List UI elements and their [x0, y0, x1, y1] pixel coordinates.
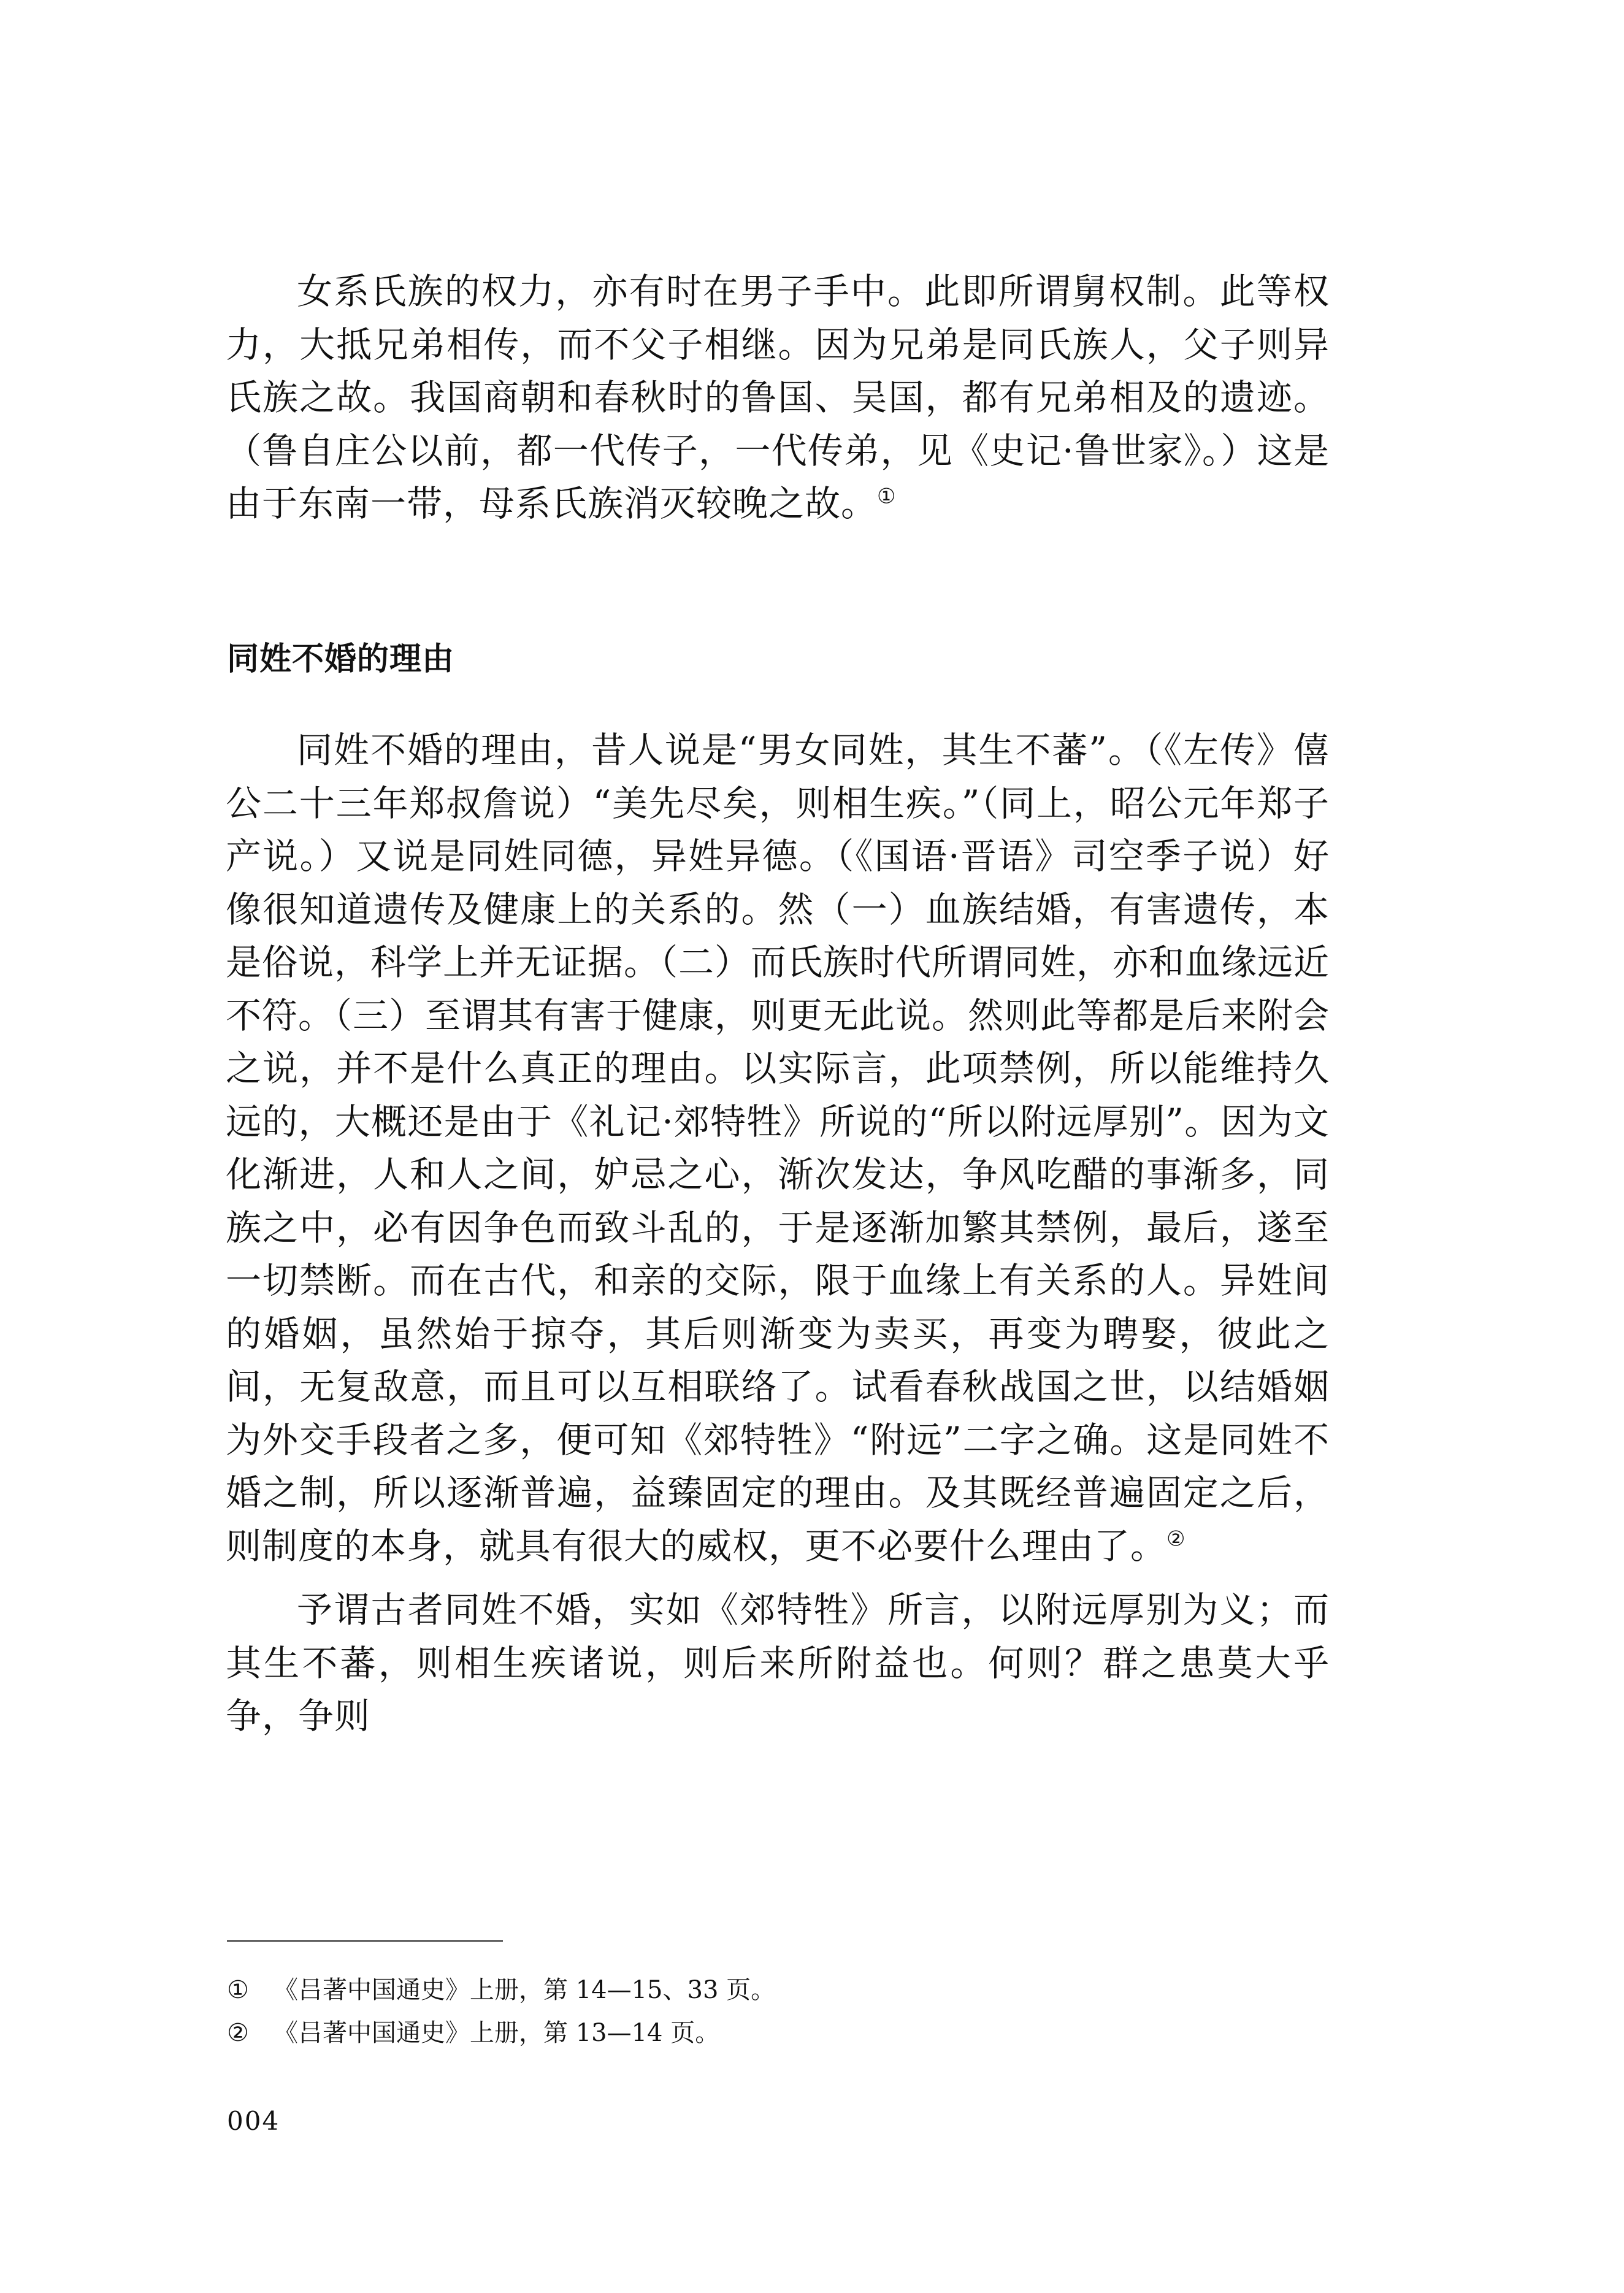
footnote-divider — [227, 1940, 503, 1942]
paragraph-3-text: 予谓古者同姓不婚，实如《郊特牲》所言，以附远厚别为义；而其生不蕃，则相生疾诸说，则后来所附益也。何则？群之患莫大乎争，争则 — [226, 1589, 1330, 1737]
footnote-2-text: 《吕著中国通史》上册，第 13—14 页。 — [274, 2019, 720, 2047]
footnote-ref-2[interactable]: ② — [1166, 1526, 1186, 1552]
footnotes — [227, 1969, 1331, 2054]
paragraph-block-1 — [226, 265, 1330, 530]
paragraph-2-text: 同姓不婚的理由，昔人说是“男女同姓，其生不蕃”。（《左传》僖公二十三年郑叔詹说）“美先尽矣，则相生疾。”（同上，昭公元年郑子产说。）又说是同姓同德，异姓异德。（《国语·晋语》司空季子说）好像很知道遗传及健康上的关系的。然（一）血族结婚，有害遗传，本是俗说，科学上并无证据。（二）而氏族时代所谓同姓，亦和血缘远近不符。（三）至谓其有害于健康，则更无此说。然则此等都是后来附会之说，并不是什么真正的理由。以实际言，此项禁例，所以能维持久远的，大概还是由于《礼记·郊特牲》所说的“所以附远厚别”。因为文化渐进，人和人之间，妒忌之心，渐次发达，争风吃醋的事渐多，同族之中，必有因争色而致斗乱的，于是逐渐加繁其禁例，最后，遂至一切禁断。而在古代，和亲的交际，限于血缘上有关系的人。异姓间的婚姻，虽然始于掠夺，其后则渐变为卖买，再变为聘娶，彼此之间，无复敌意，而且可以互相联络了。试看春秋战国之世，以结婚姻为外交手段者之多，便可知《郊特牲》“附远”二字之确。这是同姓不婚之制，所以逐渐普遍，益臻固定的理由。及其既经普遍固定之后，则制度的本身，就具有很大的威权，更不必要什么理由了。 — [226, 729, 1330, 1567]
paragraph-block-2 — [226, 724, 1330, 1743]
footnote-2 — [227, 2012, 1331, 2054]
section-heading: 同姓不婚的理由 — [227, 641, 455, 678]
paragraph-1-text: 女系氏族的权力，亦有时在男子手中。此即所谓舅权制。此等权力，大抵兄弟相传，而不父子相继。因为兄弟是同氏族人，父子则异氏族之故。我国商朝和春秋时的鲁国、吴国，都有兄弟相及的遗迹。（鲁自庄公以前，都一代传子，一代传弟，见《史记·鲁世家》。）这是由于东南一带，母系氏族消灭较晚之故。 — [226, 270, 1330, 524]
footnote-2-mark: ② — [227, 2019, 249, 2047]
page-number: 004 — [227, 2106, 280, 2136]
paragraph-3 — [226, 1583, 1330, 1743]
paragraph-1 — [226, 265, 1330, 530]
footnote-1 — [227, 1969, 1331, 2012]
footnote-1-text: 《吕著中国通史》上册，第 14—15、33 页。 — [274, 1976, 776, 2004]
footnote-ref-1[interactable]: ① — [877, 484, 897, 509]
paragraph-2 — [226, 724, 1330, 1572]
footnote-1-mark: ① — [227, 1976, 249, 2004]
